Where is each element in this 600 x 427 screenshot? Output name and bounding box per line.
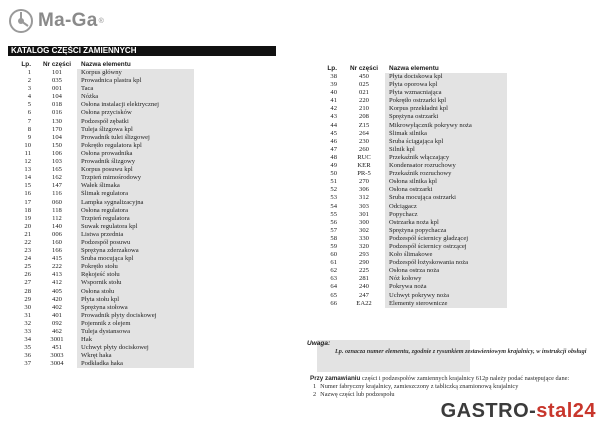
table-row <box>15 304 194 312</box>
cell-part-number: KER <box>357 162 371 170</box>
table-row <box>325 81 507 89</box>
cell-part-number: 3001 <box>50 336 64 344</box>
cell-name: Osłona przycisków <box>77 109 194 117</box>
table-row <box>15 77 194 85</box>
cell-lp: 21 <box>24 230 31 238</box>
cell-lp: 63 <box>330 275 337 283</box>
cell-lp: 59 <box>330 242 337 250</box>
header-part-number: Nr części <box>349 65 379 72</box>
cell-part-number: EA22 <box>356 299 372 307</box>
table-row <box>15 199 194 207</box>
cell-part-number: 260 <box>359 145 369 153</box>
cell-name: Rękojeść stołu <box>77 271 194 279</box>
table-row <box>325 275 507 283</box>
cell-name: Prowadnik ślizgowy <box>77 158 194 166</box>
catalog-title: KATALOG CZĘŚCI ZAMIENNYCH <box>8 46 276 56</box>
cell-name: Podzespół ściernicy gładzącej <box>385 235 507 243</box>
table-row <box>15 247 194 255</box>
note-text: Lp. oznacza numer elementu, zgodnie z rysunkiem zestawieniowym krajalnicy, w instrukcji obsługi <box>335 348 587 355</box>
cell-part-number: 222 <box>52 263 62 271</box>
cell-lp: 38 <box>330 73 337 80</box>
table-row <box>325 154 507 162</box>
cell-lp: 40 <box>330 89 337 97</box>
cell-lp: 51 <box>330 178 337 186</box>
table-row <box>15 69 194 77</box>
table-row <box>15 255 194 263</box>
cell-part-number: 165 <box>52 166 62 174</box>
cell-lp: 6 <box>27 109 31 117</box>
cell-name: Podzespół posuwu <box>77 239 194 247</box>
table-row <box>325 73 507 81</box>
cell-part-number: 025 <box>359 81 369 89</box>
cell-lp: 62 <box>330 267 337 275</box>
cell-name: Ślimak silnika <box>385 130 507 138</box>
cell-part-number: 415 <box>52 255 62 263</box>
ordering-item-text: Numer fabryczny krajalnicy, zamieszczony z tabliczką znamionową krajalnicy <box>320 383 519 390</box>
cell-part-number: 118 <box>52 206 62 214</box>
ordering-item-number: 2 <box>313 391 317 398</box>
table-row <box>325 178 507 186</box>
cell-part-number: 006 <box>52 230 62 238</box>
cell-part-number: 420 <box>52 295 62 303</box>
cell-lp: 26 <box>24 271 31 279</box>
table-row <box>15 134 194 142</box>
header-name: Nazwa elementu <box>389 65 439 72</box>
cell-name: Taca <box>77 85 194 93</box>
table-row <box>325 122 507 130</box>
table-row <box>15 344 194 352</box>
cell-lp: 35 <box>24 344 31 352</box>
cell-lp: 46 <box>330 137 337 145</box>
cell-name: Nóż kołowy <box>385 275 507 283</box>
cell-name: Płyta stołu kpl <box>77 296 194 304</box>
cell-name: Płyta dociskowa kpl <box>385 73 507 81</box>
note-label: Uwaga: <box>307 340 331 347</box>
table-row <box>325 105 507 113</box>
cell-lp: 13 <box>24 166 31 174</box>
table-row <box>325 251 507 259</box>
cell-lp: 31 <box>24 311 31 319</box>
table-row <box>15 166 194 174</box>
cell-lp: 17 <box>24 198 31 206</box>
site-watermark <box>441 400 596 423</box>
table-row <box>15 142 194 150</box>
cell-part-number: 140 <box>52 222 62 230</box>
cell-name: Osłona ostrzarki <box>385 186 507 194</box>
cell-part-number: 405 <box>52 287 62 295</box>
cell-name: Mikrowyłącznik pokrywy noża <box>385 122 507 130</box>
note-box <box>307 340 587 372</box>
cell-part-number: 210 <box>359 105 369 113</box>
cell-part-number: 401 <box>52 311 62 319</box>
cell-part-number: 104 <box>52 93 62 101</box>
table-row <box>15 288 194 296</box>
cell-part-number: 162 <box>52 174 62 182</box>
table-row <box>15 118 194 126</box>
cell-part-number: 103 <box>52 158 62 166</box>
cell-lp: 28 <box>24 287 31 295</box>
table-row <box>325 267 507 275</box>
cell-lp: 50 <box>330 170 337 178</box>
cell-name: Silnik kpl <box>385 146 507 154</box>
cell-part-number: 293 <box>359 251 369 259</box>
table-row <box>325 89 507 97</box>
table-header <box>15 61 194 69</box>
cell-part-number: 264 <box>359 129 369 137</box>
cell-lp: 49 <box>330 162 337 170</box>
cell-lp: 42 <box>330 105 337 113</box>
table-body <box>325 73 507 308</box>
ordering-lead <box>310 375 569 383</box>
cell-lp: 66 <box>330 299 337 307</box>
cell-lp: 55 <box>330 210 337 218</box>
cell-part-number: 150 <box>52 141 62 149</box>
cell-name: Prowadnica plastra kpl <box>77 77 194 85</box>
cell-lp: 48 <box>330 153 337 161</box>
table-row <box>15 336 194 344</box>
cell-part-number: 301 <box>359 210 369 218</box>
cell-part-number: 3004 <box>50 360 64 368</box>
cell-name: Sprężyna popychacza <box>385 227 507 235</box>
cell-part-number: 303 <box>359 202 369 210</box>
cell-name: Korpus przekładni kpl <box>385 105 507 113</box>
watermark-part2: stal24 <box>536 400 596 422</box>
cell-lp: 56 <box>330 218 337 226</box>
ordering-item <box>310 383 569 391</box>
table-row <box>325 300 507 308</box>
cell-lp: 52 <box>330 186 337 194</box>
cell-lp: 8 <box>27 125 31 133</box>
cell-lp: 14 <box>24 174 31 182</box>
table-row <box>15 174 194 182</box>
table-row <box>15 352 194 360</box>
cell-part-number: 312 <box>359 194 369 202</box>
cell-name: Osłona regulatora <box>77 207 194 215</box>
cell-name: Wspornik stołu <box>77 279 194 287</box>
cell-lp: 3 <box>27 85 31 93</box>
cell-lp: 65 <box>330 291 337 299</box>
cell-lp: 45 <box>330 129 337 137</box>
cell-part-number: 402 <box>52 303 62 311</box>
cell-name: Sprężyna zderzakowa <box>77 247 194 255</box>
cell-name: Płyta wzmacniająca <box>385 89 507 97</box>
cell-name: Trzpień mimośrodowy <box>77 174 194 182</box>
cell-lp: 19 <box>24 214 31 222</box>
cell-name: Śruba mocująca kpl <box>77 255 194 263</box>
cell-part-number: 462 <box>52 328 62 335</box>
cell-name: Pokrętło ostrzarki kpl <box>385 97 507 105</box>
cell-name: Odciągacz <box>385 203 507 211</box>
cell-part-number: 300 <box>359 218 369 226</box>
cell-lp: 18 <box>24 206 31 214</box>
cell-part-number: 035 <box>52 77 62 85</box>
cell-name: Osłona prowadnika <box>77 150 194 158</box>
cell-part-number: 060 <box>52 198 62 206</box>
cell-lp: 9 <box>27 133 31 141</box>
cell-name: Podzespół ściernicy ostrzącej <box>385 243 507 251</box>
cell-name: Osłona stołu <box>77 288 194 296</box>
cell-name: Sprężyna stołowa <box>77 304 194 312</box>
cell-lp: 57 <box>330 226 337 234</box>
cell-part-number: 3003 <box>50 352 64 360</box>
cell-lp: 24 <box>24 255 31 263</box>
cell-name: Wałek ślimaka <box>77 182 194 190</box>
logo-registered-mark: ® <box>98 17 104 25</box>
cell-part-number: 106 <box>52 149 62 157</box>
table-row <box>15 263 194 271</box>
cell-lp: 12 <box>24 158 31 166</box>
cell-lp: 11 <box>24 149 31 157</box>
cell-part-number: 001 <box>52 85 62 93</box>
table-row <box>325 113 507 121</box>
cell-lp: 16 <box>24 190 31 198</box>
table-row <box>325 203 507 211</box>
brand-logo <box>8 8 104 34</box>
cell-lp: 23 <box>24 247 31 255</box>
cell-part-number: 021 <box>359 89 369 97</box>
cell-part-number: 320 <box>359 242 369 250</box>
cell-name: Koło ślimakowe <box>385 251 507 259</box>
ordering-item-text: Nazwę części lub podzespołu <box>320 391 395 398</box>
cell-part-number: 247 <box>359 291 369 299</box>
table-row <box>325 170 507 178</box>
cell-part-number: 130 <box>52 117 62 125</box>
table-row <box>325 235 507 243</box>
cell-name: Korpus główny <box>77 69 194 77</box>
table-row <box>325 259 507 267</box>
cell-name: Przekaźnik włączający <box>385 154 507 162</box>
table-row <box>325 130 507 138</box>
cell-part-number: 306 <box>359 186 369 194</box>
table-row <box>15 207 194 215</box>
cell-name: Popychacz <box>385 211 507 219</box>
cell-part-number: 225 <box>359 267 369 275</box>
cell-part-number: 412 <box>52 279 62 287</box>
cell-name: Osłona silnika kpl <box>385 178 507 186</box>
header-lp: Lp. <box>327 65 337 72</box>
cell-lp: 10 <box>24 141 31 149</box>
cell-name: Prowadnik płyty dociskowej <box>77 312 194 320</box>
ordering-lead-rest: części i podzespołów zamiennych krajalnicy 612p należy podać następujące dane: <box>360 375 570 382</box>
table-row <box>15 279 194 287</box>
cell-part-number: 018 <box>52 101 62 109</box>
table-row <box>325 219 507 227</box>
cell-part-number: 147 <box>52 182 62 190</box>
cell-name: Pokrętło regulatora kpl <box>77 142 194 150</box>
table-row <box>325 138 507 146</box>
cell-part-number: 281 <box>359 275 369 283</box>
cell-name: Śruba mocująca ostrzarki <box>385 194 507 202</box>
table-row <box>15 296 194 304</box>
table-row <box>325 227 507 235</box>
table-row <box>15 93 194 101</box>
cell-name: Trzpień regulatora <box>77 215 194 223</box>
cell-lp: 1 <box>27 69 31 76</box>
cell-lp: 47 <box>330 145 337 153</box>
table-row <box>325 211 507 219</box>
cell-name: Pokrętło stołu <box>77 263 194 271</box>
cell-name: Podzespół łożyskowania noża <box>385 259 507 267</box>
cell-part-number: 016 <box>52 109 62 117</box>
table-row <box>15 312 194 320</box>
cell-lp: 29 <box>24 295 31 303</box>
cell-name: Lampka sygnalizacyjna <box>77 199 194 207</box>
logo-icon <box>8 8 34 34</box>
cell-name: Hak <box>77 336 194 344</box>
cell-lp: 15 <box>24 182 31 190</box>
cell-lp: 37 <box>24 360 31 368</box>
cell-part-number: 240 <box>359 283 369 291</box>
cell-part-number: 451 <box>52 344 62 352</box>
watermark-part1: GASTRO- <box>440 400 537 422</box>
cell-name: Płyta oporowa kpl <box>385 81 507 89</box>
cell-name: Śruba ściągająca kpl <box>385 138 507 146</box>
cell-lp: 53 <box>330 194 337 202</box>
header-lp: Lp. <box>21 61 31 68</box>
cell-name: Nóżka <box>77 93 194 101</box>
cell-name: Ślimak regulatora <box>77 190 194 198</box>
ordering-lead-bold: Przy zamawianiu <box>310 375 361 382</box>
table-row <box>15 109 194 117</box>
cell-part-number: 208 <box>359 113 369 121</box>
cell-part-number: 290 <box>359 259 369 267</box>
cell-name: Uchwyt pokrywy noża <box>385 292 507 300</box>
cell-name: Pokrywa noża <box>385 283 507 291</box>
cell-part-number: 166 <box>52 247 62 255</box>
cell-part-number: 230 <box>359 137 369 145</box>
cell-lp: 54 <box>330 202 337 210</box>
cell-lp: 7 <box>27 117 31 125</box>
table-row <box>325 283 507 291</box>
cell-part-number: 160 <box>52 238 62 246</box>
table-row <box>325 186 507 194</box>
parts-table-left <box>15 61 194 368</box>
cell-part-number: 101 <box>52 69 62 76</box>
table-row <box>15 182 194 190</box>
cell-name: Listwa przednia <box>77 231 194 239</box>
cell-name: Tuleja dystansowa <box>77 328 194 336</box>
cell-part-number: 104 <box>52 133 62 141</box>
table-row <box>325 162 507 170</box>
table-row <box>325 146 507 154</box>
cell-name: Osłona ostrza noża <box>385 267 507 275</box>
cell-lp: 61 <box>330 259 337 267</box>
cell-lp: 58 <box>330 234 337 242</box>
cell-lp: 32 <box>24 319 31 327</box>
table-row <box>15 158 194 166</box>
table-row <box>15 85 194 93</box>
cell-name: Podzespół zębatki <box>77 118 194 126</box>
cell-name: Prowadnik tulei ślizgowej <box>77 134 194 142</box>
cell-name: Uchwyt płyty dociskowej <box>77 344 194 352</box>
table-row <box>15 215 194 223</box>
cell-name: Ostrzarka noża kpl <box>385 219 507 227</box>
table-row <box>15 190 194 198</box>
cell-name: Osłona instalacji elektrycznej <box>77 101 194 109</box>
note-background <box>307 340 587 372</box>
cell-name: Elementy sterownicze <box>385 300 507 308</box>
table-row <box>325 292 507 300</box>
cell-part-number: 413 <box>52 271 62 279</box>
cell-lp: 27 <box>24 279 31 287</box>
table-row <box>325 97 507 105</box>
cell-name: Suwak regulatora kpl <box>77 223 194 231</box>
header-name: Nazwa elementu <box>81 61 131 68</box>
cell-part-number: PR-5 <box>357 170 371 178</box>
cell-lp: 41 <box>330 97 337 105</box>
cell-lp: 34 <box>24 336 31 344</box>
cell-part-number: 270 <box>359 178 369 186</box>
cell-lp: 30 <box>24 303 31 311</box>
cell-part-number: 170 <box>52 125 62 133</box>
table-row <box>15 126 194 134</box>
cell-name: Kondensator rozruchowy <box>385 162 507 170</box>
cell-name: Wkręt haka <box>77 352 194 360</box>
cell-name: Sprężyna ostrzarki <box>385 113 507 121</box>
cell-part-number: 116 <box>52 190 62 198</box>
cell-part-number: RUC <box>357 153 371 161</box>
cell-lp: 4 <box>27 93 31 101</box>
ordering-info <box>310 375 569 399</box>
ordering-item-number: 1 <box>313 383 317 390</box>
ordering-item <box>310 391 569 399</box>
cell-lp: 25 <box>24 263 31 271</box>
cell-part-number: 112 <box>52 214 62 222</box>
cell-lp: 36 <box>24 352 31 360</box>
table-row <box>15 328 194 336</box>
table-row <box>15 271 194 279</box>
table-header <box>325 65 507 73</box>
table-row <box>15 320 194 328</box>
table-row <box>15 150 194 158</box>
cell-part-number: 220 <box>359 97 369 105</box>
cell-name: Pojemnik z olejem <box>77 320 194 328</box>
table-row <box>15 239 194 247</box>
table-row <box>15 360 194 368</box>
table-row <box>325 243 507 251</box>
cell-lp: 43 <box>330 113 337 121</box>
table-row <box>325 194 507 202</box>
cell-part-number: 302 <box>359 226 369 234</box>
cell-lp: 44 <box>330 121 337 129</box>
cell-name: Podkładka haka <box>77 360 194 368</box>
table-row <box>15 231 194 239</box>
cell-lp: 5 <box>27 101 31 109</box>
cell-part-number: Z15 <box>358 121 370 129</box>
cell-part-number: 450 <box>359 73 369 80</box>
logo-brand-name: Ma-Ga <box>38 10 98 31</box>
cell-lp: 39 <box>330 81 337 89</box>
table-row <box>15 223 194 231</box>
cell-part-number: 330 <box>359 234 369 242</box>
cell-lp: 33 <box>24 328 31 335</box>
cell-part-number: 092 <box>52 319 62 327</box>
cell-name: Przekaźnik rozruchowy <box>385 170 507 178</box>
parts-table-right <box>325 65 507 308</box>
cell-lp: 2 <box>27 77 31 85</box>
cell-lp: 60 <box>330 251 337 259</box>
cell-lp: 64 <box>330 283 337 291</box>
cell-lp: 20 <box>24 222 31 230</box>
cell-name: Korpus posuwu kpl <box>77 166 194 174</box>
table-body <box>15 69 194 368</box>
cell-lp: 22 <box>24 238 31 246</box>
header-part-number: Nr części <box>42 61 72 68</box>
cell-name: Tuleja ślizgowa kpl <box>77 126 194 134</box>
table-row <box>15 101 194 109</box>
